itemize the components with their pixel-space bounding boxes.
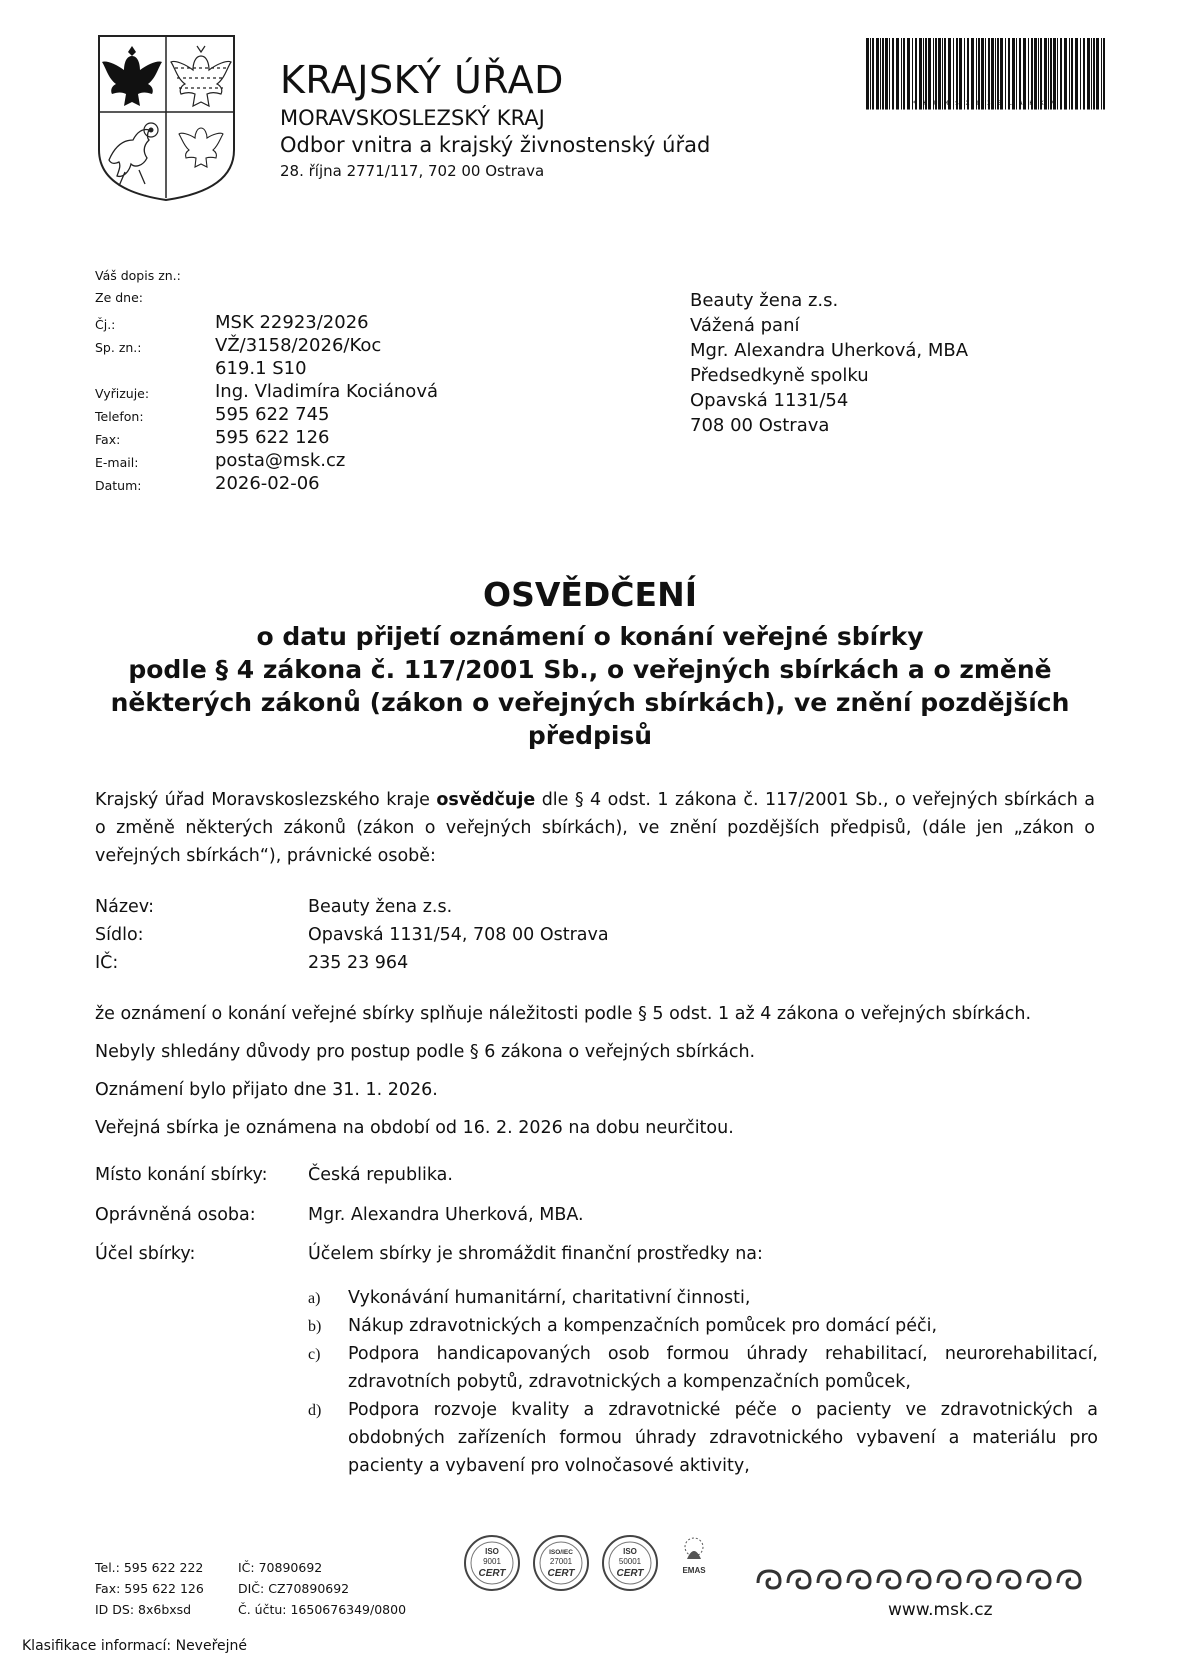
statement-line: že oznámení o konání veřejné sbírky splňuje náležitosti podle § 5 odst. 1 až 4 zákona o veřejných sbírkách. [95, 1004, 1032, 1024]
barcode-bar [901, 38, 902, 110]
badge-top: ISO/IEC [549, 1549, 573, 1556]
msk-wave-logo [755, 1565, 1103, 1595]
barcode-bar [872, 38, 874, 110]
barcode-bar [1005, 38, 1006, 110]
authority-region: MORAVSKOSLEZSKÝ KRAJ [280, 106, 545, 130]
barcode-bar [1075, 38, 1078, 110]
reference-value: Ing. Vladimíra Kociánová [215, 381, 438, 402]
iso-27001-badge [534, 1536, 588, 1590]
barcode-bar [1096, 38, 1099, 110]
barcode-bar [885, 38, 888, 110]
barcode-bar [1053, 38, 1056, 110]
barcode-bar [964, 38, 965, 110]
reference-label: Datum: [95, 478, 142, 493]
barcode-bar [997, 38, 999, 110]
list-item [308, 1396, 1098, 1480]
iso-50001-badge [603, 1536, 657, 1590]
barcode-bar [928, 38, 931, 110]
entity-id: 235 23 964 [308, 953, 409, 973]
wave-mark [788, 1571, 810, 1588]
website-link[interactable]: www.msk.cz [888, 1600, 993, 1620]
barcode-bar [985, 38, 986, 110]
barcode-bar [938, 38, 941, 110]
barcode-bar [976, 38, 977, 110]
statement-line: Oznámení bylo přijato dne 31. 1. 2026. [95, 1080, 438, 1100]
list-item [308, 1284, 1098, 1312]
barcode-bar [1000, 38, 1003, 110]
wave-mark [818, 1571, 840, 1588]
footer-ids [238, 1557, 406, 1620]
subtitle-line: předpisů [527, 721, 653, 750]
purpose-list [308, 1284, 1098, 1480]
badge-bottom: CERT [616, 1568, 644, 1579]
barcode-bar [882, 38, 884, 110]
footer-line: DIČ: CZ70890692 [238, 1581, 350, 1596]
barcode-bar [1008, 38, 1010, 110]
barcode-bar [1028, 38, 1029, 110]
barcode-bar [866, 38, 869, 110]
wave-mark [758, 1571, 780, 1588]
footer-line: IČ: 70890692 [238, 1560, 323, 1575]
intro-paragraph [95, 786, 1095, 870]
barcode-bar [892, 38, 894, 110]
barcode-bar [907, 38, 910, 110]
footer-line: ID DS: 8x6bxsd [95, 1602, 192, 1617]
barcode-bar [889, 38, 890, 110]
list-marker: c) [308, 1346, 321, 1363]
recipient-line: 708 00 Ostrava [690, 415, 830, 436]
list-text: Vykonávání humanitární, charitativní činnosti, [348, 1288, 751, 1308]
badge-top: ISO [623, 1547, 637, 1556]
badge-top: ISO [485, 1547, 499, 1556]
badge-bottom: CERT [478, 1568, 506, 1579]
list-item [308, 1312, 1098, 1340]
reference-value: posta@msk.cz [215, 450, 346, 471]
entity-seat: Opavská 1131/54, 708 00 Ostrava [308, 925, 609, 945]
badge-mid: 50001 [618, 1557, 642, 1566]
barcode-bar [991, 38, 994, 110]
barcode-bar [1050, 38, 1052, 110]
coat-of-arms-logo [95, 32, 238, 203]
classification-note: Klasifikace informací: Neveřejné [22, 1638, 248, 1654]
barcode-bar [942, 38, 943, 110]
barcode-bar [925, 38, 927, 110]
footer-contacts [95, 1557, 204, 1620]
barcode-bar [919, 38, 922, 110]
badge-bottom: CERT [547, 1568, 575, 1579]
recipient-line: Mgr. Alexandra Uherková, MBA [690, 340, 969, 361]
barcode-bar [971, 38, 974, 110]
statement-line: Nebyly shledány důvody pro postup podle § 6 zákona o veřejných sbírkách. [95, 1042, 756, 1062]
barcode-bar [1012, 38, 1015, 110]
barcode-bar [953, 38, 954, 110]
footer-line: Č. účtu: 1650676349/0800 [238, 1602, 407, 1617]
barcode-bar [1019, 38, 1021, 110]
barcode-bar [959, 38, 962, 110]
badge-mid: 27001 [549, 1557, 573, 1566]
barcode-bar [1034, 38, 1037, 110]
barcode-bar [1064, 38, 1067, 110]
list-marker: d) [308, 1402, 322, 1419]
barcode-bar [1040, 38, 1042, 110]
wave-mark [1058, 1571, 1080, 1588]
recipient-line: Beauty žena z.s. [690, 290, 839, 311]
wave-mark [968, 1571, 990, 1588]
barcode-bar [1016, 38, 1017, 110]
barcode-bar [1080, 38, 1081, 110]
recipient-line: Vážená paní [690, 315, 800, 336]
iso-9001-badge [465, 1536, 519, 1590]
badge-mid: 9001 [483, 1557, 501, 1566]
list-marker: b) [308, 1318, 322, 1335]
list-text: Podpora handicapovaných osob formou úhrady rehabilitací, neurorehabilitací, zdravotních pobytů, zdravotnických a kompenzačních pomůcek, [348, 1344, 1098, 1392]
barcode-bar [1071, 38, 1073, 110]
intro-text: Krajský úřad Moravskoslezského kraje [95, 790, 437, 810]
reference-label: Fax: [95, 432, 121, 447]
subtitle-line: podle § 4 zákona č. 117/2001 Sb., o veřejných sbírkách a o změně [128, 655, 1052, 684]
authority-address: 28. října 2771/117, 702 00 Ostrava [280, 162, 545, 180]
barcode-bar [1060, 38, 1062, 110]
barcode-bar [896, 38, 899, 110]
entity-seat-label: Sídlo: [95, 925, 144, 945]
document-title: OSVĚDČENÍ [483, 575, 697, 614]
barcode-bar [988, 38, 990, 110]
barcode-bar [1103, 38, 1105, 110]
barcode-text: *KUMSX03BLAKK* [912, 100, 1062, 107]
barcode-bar [1048, 38, 1049, 110]
document-subtitle [95, 620, 1085, 752]
intro-text: dle § 4 odst. 1 zákona č. 117/2001 Sb., o veřejných sbírkách a o změně některých zákonů (zákon o veřejných sbírkách), ve znění pozdějších předpisů, (dále jen „zákon o veřejných sbírkách“), právnické osobě: [95, 790, 1095, 866]
subtitle-line: o datu přijetí oznámení o konání veřejné sbírky [256, 622, 924, 651]
purpose-label: Účel sbírky: [95, 1244, 196, 1264]
authority-title: KRAJSKÝ ÚŘAD [280, 58, 564, 102]
barcode-bar [915, 38, 917, 110]
wave-mark [1028, 1571, 1050, 1588]
authority-department: Odbor vnitra a krajský živnostenský úřad [280, 133, 711, 157]
recipient-line: Předsedkyně spolku [690, 365, 869, 386]
barcode-bar [1101, 38, 1102, 110]
reference-label: Vyřizuje: [95, 386, 150, 401]
reference-label: Sp. zn.: [95, 340, 142, 355]
barcode-bar [1044, 38, 1047, 110]
list-marker: a) [308, 1290, 321, 1307]
reference-label: Čj.: [95, 317, 116, 332]
wave-mark [878, 1571, 900, 1588]
barcode-bar [1069, 38, 1070, 110]
barcode-bar [1031, 38, 1033, 110]
certification-badges [458, 1527, 728, 1597]
place-label: Místo konání sbírky: [95, 1165, 268, 1185]
barcode-bar [995, 38, 996, 110]
barcode-bar [903, 38, 905, 110]
barcode-bar [1083, 38, 1085, 110]
reference-value: 595 622 126 [215, 427, 330, 448]
barcode-bar [978, 38, 980, 110]
wave-mark [908, 1571, 930, 1588]
barcode-bar [967, 38, 969, 110]
wave-mark [848, 1571, 870, 1588]
entity-name: Beauty žena z.s. [308, 897, 453, 917]
intro-bold: osvědčuje [436, 790, 536, 810]
reference-value: VŽ/3158/2026/Koc [215, 335, 382, 356]
reference-value: 2026-02-06 [215, 473, 320, 494]
barcode-bar [912, 38, 913, 110]
barcode-bar [1093, 38, 1095, 110]
reference-label: Telefon: [95, 409, 144, 424]
entity-name-label: Název: [95, 897, 155, 917]
barcode-bar [1038, 38, 1039, 110]
recipient-address [690, 288, 968, 438]
reference-label: Ze dne: [95, 290, 143, 305]
barcode-bar [1091, 38, 1092, 110]
barcode-bar [956, 38, 958, 110]
person-label: Oprávněná osoba: [95, 1205, 256, 1225]
list-text: Nákup zdravotnických a kompenzačních pomůcek pro domácí péči, [348, 1316, 938, 1336]
barcode-bar [1023, 38, 1026, 110]
emas-label: EMAS [682, 1566, 706, 1575]
wave-mark [998, 1571, 1020, 1588]
entity-id-label: IČ: [95, 953, 119, 973]
list-text: Podpora rozvoje kvality a zdravotnické péče o pacienty ve zdravotnických a obdobných zařízeních formou úhrady zdravotnického vybavení a materiálu pro pacienty a vybavení pro volnočasové aktivity, [348, 1400, 1098, 1476]
barcode-bar [933, 38, 934, 110]
reference-value: 619.1 S10 [215, 358, 307, 379]
reference-label: E-mail: [95, 455, 139, 470]
place-value: Česká republika. [308, 1165, 453, 1185]
barcode-bar [944, 38, 946, 110]
reference-value: MSK 22923/2026 [215, 312, 369, 333]
barcode-bar [1057, 38, 1058, 110]
barcode-bar [876, 38, 879, 110]
list-item [308, 1340, 1098, 1396]
barcode-bar [1087, 38, 1090, 110]
footer-line: Tel.: 595 622 222 [95, 1560, 204, 1575]
barcode-bar [923, 38, 924, 110]
emas-badge [682, 1538, 706, 1575]
barcode-bar [870, 38, 871, 110]
recipient-line: Opavská 1131/54 [690, 390, 849, 411]
barcode-bar [935, 38, 937, 110]
reference-value: 595 622 745 [215, 404, 330, 425]
reference-label: Váš dopis zn.: [95, 268, 181, 283]
barcode-bar [948, 38, 951, 110]
person-value: Mgr. Alexandra Uherková, MBA. [308, 1205, 584, 1225]
purpose-value: Účelem sbírky je shromáždit finanční prostředky na: [308, 1244, 763, 1264]
wave-mark [938, 1571, 960, 1588]
statement-line: Veřejná sbírka je oznámena na období od 16. 2. 2026 na dobu neurčitou. [95, 1118, 734, 1138]
subtitle-line: některých zákonů (zákon o veřejných sbírkách), ve znění pozdějších [110, 688, 1070, 717]
footer-line: Fax: 595 622 126 [95, 1581, 204, 1596]
barcode-bar [981, 38, 984, 110]
barcode-bar [880, 38, 881, 110]
